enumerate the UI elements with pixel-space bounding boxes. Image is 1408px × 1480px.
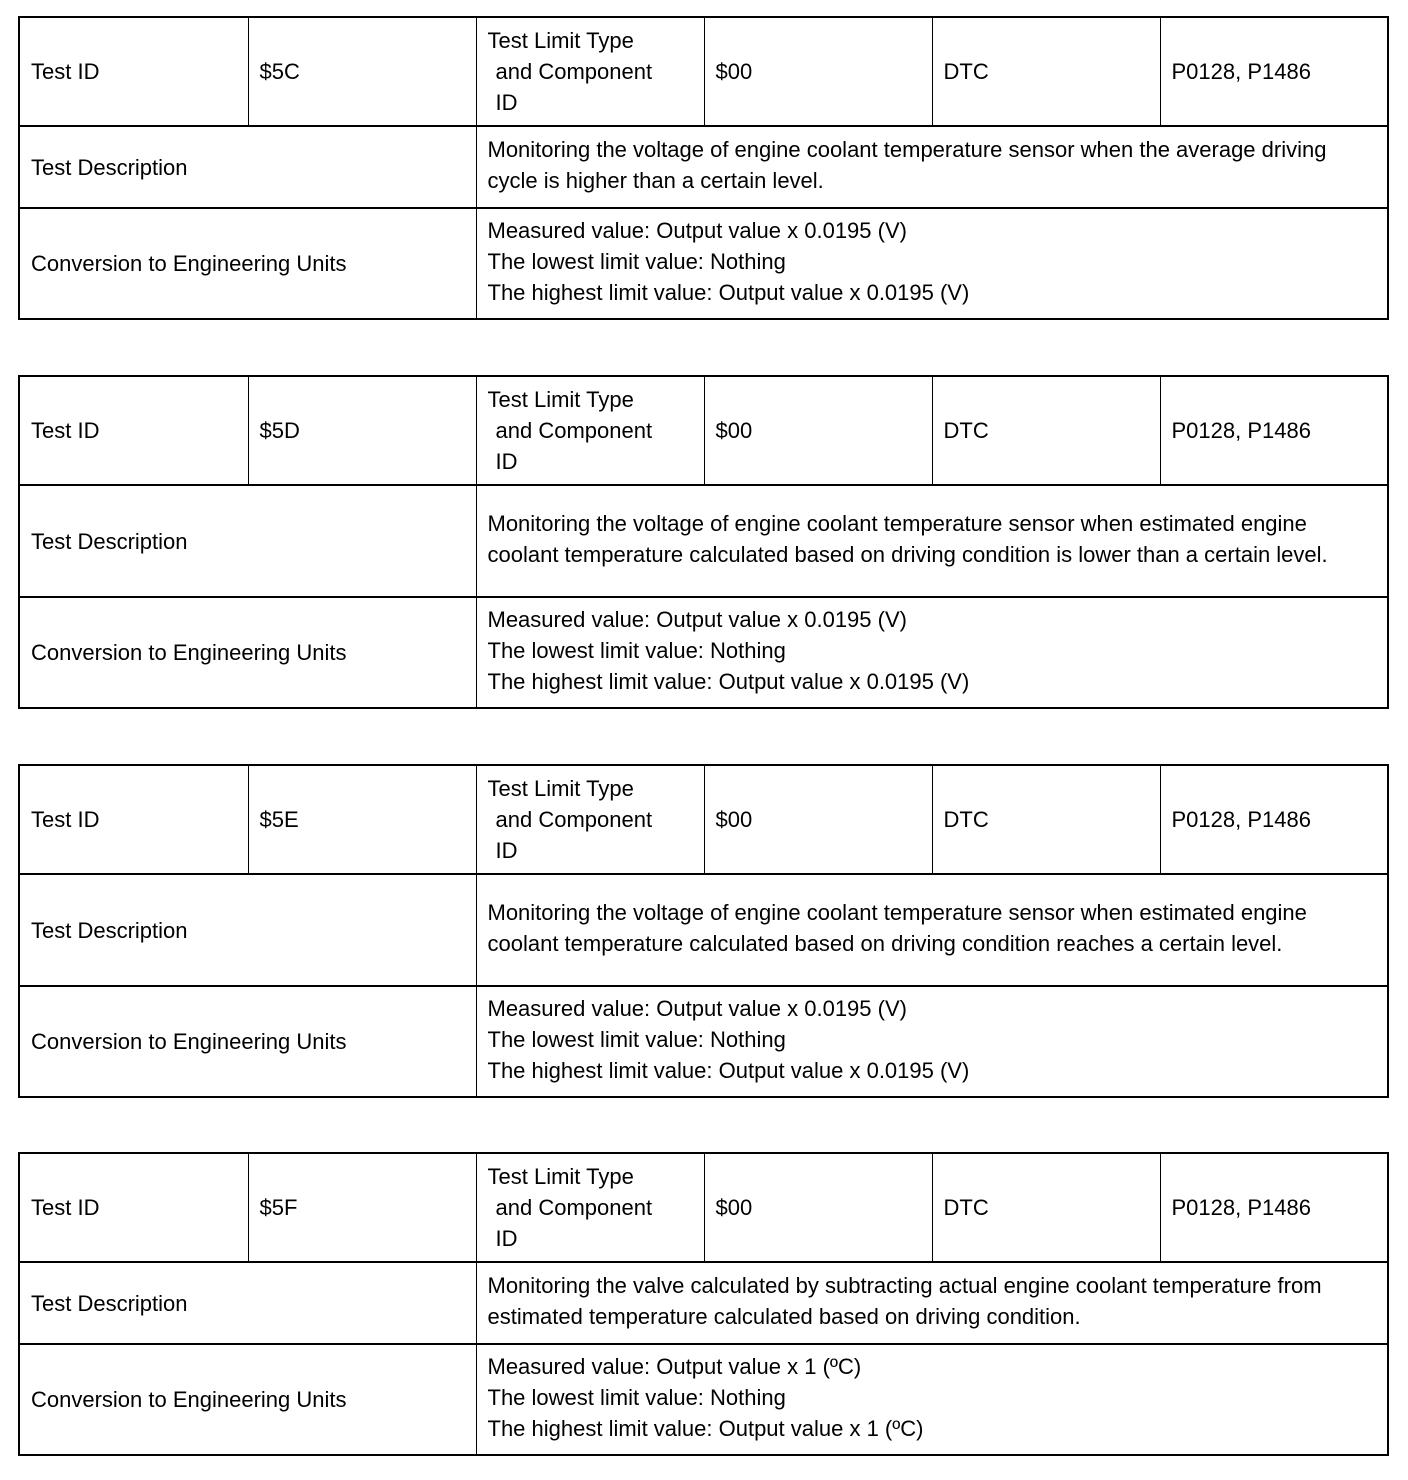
test-description-row: [19, 126, 1388, 208]
limit-type-label-line: ID: [495, 449, 518, 474]
dtc-codes: P0128, P1486: [1160, 17, 1388, 126]
test-spec-table: [18, 375, 1389, 709]
test-id-row: [19, 376, 1388, 485]
test-id-row: [19, 1153, 1388, 1262]
measured-value-line: Measured value: Output value x 0.0195 (V): [487, 996, 907, 1021]
limit-type-label-line: Test Limit Type: [487, 776, 634, 801]
limit-type-value: $00: [704, 765, 932, 874]
conversion-row: [19, 597, 1388, 708]
limit-type-label-line: and Component: [495, 59, 653, 84]
conversion-row: [19, 986, 1388, 1097]
dtc-codes: P0128, P1486: [1160, 765, 1388, 874]
limit-type-label: [476, 17, 704, 126]
test-description-label: Test Description: [19, 126, 476, 208]
limit-type-label-line: ID: [495, 90, 518, 115]
conversion-text: [476, 208, 1388, 319]
test-id-label: Test ID: [19, 765, 248, 874]
lowest-limit-line: The lowest limit value: Nothing: [487, 1385, 786, 1410]
measured-value-line: Measured value: Output value x 0.0195 (V): [487, 218, 907, 243]
conversion-row: [19, 208, 1388, 319]
test-id-row: [19, 765, 1388, 874]
lowest-limit-line: The lowest limit value: Nothing: [487, 249, 786, 274]
measured-value-line: Measured value: Output value x 0.0195 (V): [487, 607, 907, 632]
test-id-label: Test ID: [19, 376, 248, 485]
cut-off-page-header: [0, 0, 1408, 4]
dtc-codes: P0128, P1486: [1160, 1153, 1388, 1262]
test-description-text: Monitoring the valve calculated by subtracting actual engine coolant temperature from estimated temperature calculated based on driving condition.: [476, 1262, 1388, 1344]
test-id-value: $5D: [248, 376, 476, 485]
highest-limit-line: The highest limit value: Output value x 0.0195 (V): [487, 1058, 970, 1083]
test-id-label: Test ID: [19, 17, 248, 126]
highest-limit-line: The highest limit value: Output value x 0.0195 (V): [487, 280, 970, 305]
conversion-text: [476, 1344, 1388, 1455]
conversion-label: Conversion to Engineering Units: [19, 208, 476, 319]
test-description-row: [19, 485, 1388, 597]
test-description-label: Test Description: [19, 1262, 476, 1344]
test-id-row: [19, 17, 1388, 126]
limit-type-label-line: and Component: [495, 418, 653, 443]
limit-type-label-line: ID: [495, 1226, 518, 1251]
limit-type-label: [476, 1153, 704, 1262]
lowest-limit-line: The lowest limit value: Nothing: [487, 1027, 786, 1052]
highest-limit-line: The highest limit value: Output value x 1 (ºC): [487, 1416, 924, 1441]
dtc-label: DTC: [932, 376, 1160, 485]
test-description-label: Test Description: [19, 874, 476, 986]
limit-type-label-line: Test Limit Type: [487, 1164, 634, 1189]
test-id-value: $5C: [248, 17, 476, 126]
test-spec-table: [18, 764, 1389, 1098]
measured-value-line: Measured value: Output value x 1 (ºC): [487, 1354, 862, 1379]
limit-type-label-line: and Component: [495, 1195, 653, 1220]
test-spec-table: [18, 1152, 1389, 1456]
conversion-label: Conversion to Engineering Units: [19, 597, 476, 708]
test-id-value: $5F: [248, 1153, 476, 1262]
dtc-label: DTC: [932, 765, 1160, 874]
limit-type-label-line: ID: [495, 838, 518, 863]
dtc-label: DTC: [932, 17, 1160, 126]
test-description-text: Monitoring the voltage of engine coolant temperature sensor when the average driving cycle is higher than a certain level.: [476, 126, 1388, 208]
conversion-row: [19, 1344, 1388, 1455]
limit-type-value: $00: [704, 17, 932, 126]
test-id-label: Test ID: [19, 1153, 248, 1262]
test-description-text: Monitoring the voltage of engine coolant temperature sensor when estimated engine coolant temperature calculated based on driving condition is lower than a certain level.: [476, 485, 1388, 597]
conversion-label: Conversion to Engineering Units: [19, 1344, 476, 1455]
test-description-row: [19, 1262, 1388, 1344]
limit-type-label: [476, 765, 704, 874]
conversion-text: [476, 986, 1388, 1097]
dtc-label: DTC: [932, 1153, 1160, 1262]
test-description-text: Monitoring the voltage of engine coolant temperature sensor when estimated engine coolant temperature calculated based on driving condition reaches a certain level.: [476, 874, 1388, 986]
test-description-label: Test Description: [19, 485, 476, 597]
limit-type-value: $00: [704, 376, 932, 485]
test-spec-table: [18, 16, 1389, 320]
limit-type-label-line: Test Limit Type: [487, 387, 634, 412]
test-description-row: [19, 874, 1388, 986]
conversion-text: [476, 597, 1388, 708]
limit-type-label-line: and Component: [495, 807, 653, 832]
limit-type-label-line: Test Limit Type: [487, 28, 634, 53]
limit-type-label: [476, 376, 704, 485]
test-id-value: $5E: [248, 765, 476, 874]
dtc-codes: P0128, P1486: [1160, 376, 1388, 485]
lowest-limit-line: The lowest limit value: Nothing: [487, 638, 786, 663]
highest-limit-line: The highest limit value: Output value x 0.0195 (V): [487, 669, 970, 694]
limit-type-value: $00: [704, 1153, 932, 1262]
conversion-label: Conversion to Engineering Units: [19, 986, 476, 1097]
